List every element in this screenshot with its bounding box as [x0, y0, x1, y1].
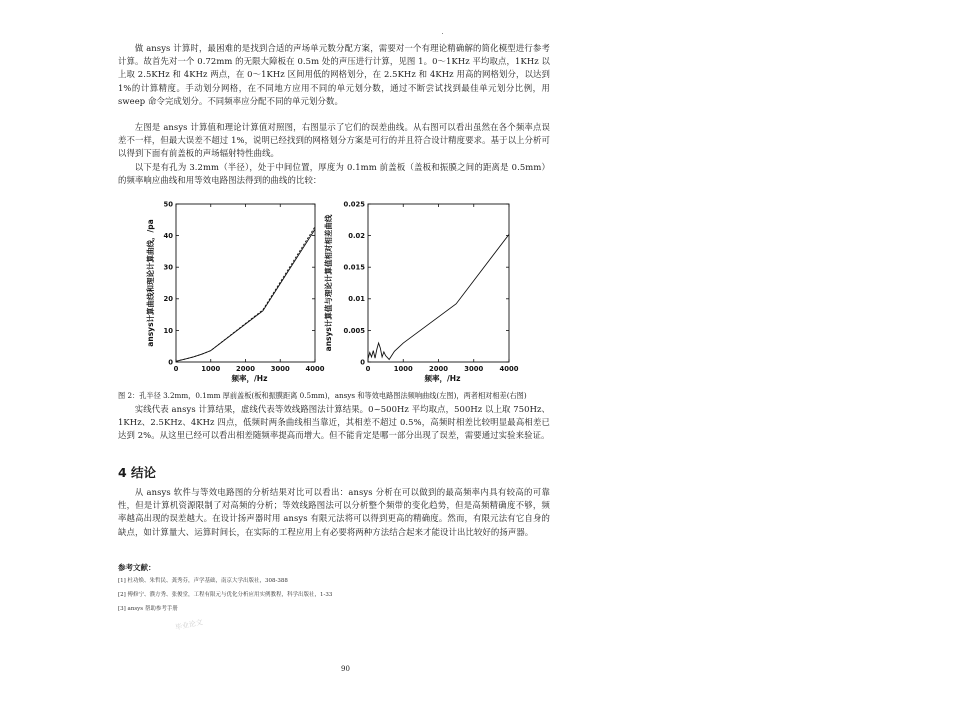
paragraph-5: 从 ansys 软件与等效电路图的分析结果对比可以看出：ansys 分析在可以做到的最高频率内具有较高的可靠性，但是计算机资源限制了对高频的分析；等效线路图法可以分析整个频带的变化趋势，但是高频精确度不够，频率越高出现的误差越大。在设计扬声器时用 ansys 有限元法将可以得到更高的精确度。然而，有限元法有它自身的缺点，如计算量大、运算时间长，在实际的工程应用上有必要将两种方法结合起来才能设计出比较好的扬声器。: [118, 487, 550, 537]
y-axis-label: ansys计算值与理论计算值相对相差曲线: [324, 214, 333, 352]
y-tick-label: 50: [163, 200, 173, 209]
series-line-dashed: [176, 227, 315, 362]
y-tick-label: 0.01: [348, 295, 365, 304]
plot-frame: [176, 204, 315, 362]
x-tick-label: 2000: [429, 365, 448, 373]
x-tick-label: 4000: [305, 365, 325, 373]
y-tick-label: 0: [168, 358, 173, 367]
x-tick-label: 0: [365, 365, 371, 373]
references-title: 参考文献：: [118, 563, 156, 572]
x-tick-label: 0: [173, 365, 179, 373]
scan-speck: [442, 33, 443, 34]
x-tick-label: 1000: [201, 365, 221, 373]
paragraph-1: 做 ansys 计算时，最困难的是找到合适的声场单元数分配方案，需要对一个有理论精确解的简化模型进行参考计算。故首先对一个 0.72mm 的无限大障板在 0.5m 处的声压进行计算，见图 1。0～1KHz 平均取点，1KHz 以上取 2.5KHz 和 4KHz 两点，在 0～1KHz 区间用低的网格划分，在 2.5KHz 和 4KHz 用高的网格划分，以达到 1%的计算精度。手动划分网格，在不同地方应用不同的单元划分数，通过不断尝试找到最佳单元划分比例，用 sweep 命令完成划分。不同频率应分配不同的单元划分数。: [118, 43, 550, 106]
watermark: 毕业论文: [174, 618, 204, 632]
plot-frame: [368, 204, 509, 362]
y-tick-label: 0.02: [348, 232, 365, 240]
reference-1: [1] 杜功焕、朱哲民、龚秀芬，声学基础，南京大学出版社，308-388: [118, 578, 288, 584]
x-tick-label: 2000: [236, 365, 255, 373]
x-axis-label: 频率，/Hz: [424, 374, 461, 383]
paragraph-2: 左图是 ansys 计算值和理论计算值对照图，右图显示了它们的误差曲线。从右图可以看出虽然在各个频率点误差不一样，但最大误差不超过 1%，说明已经找到的网格划分方案是可行的并且符合设计精度要求。基于以上分析可以得到下面有前盖板的声场辐射特性曲线。: [118, 122, 550, 159]
x-tick-label: 1000: [393, 365, 413, 373]
x-tick-label: 4000: [499, 365, 519, 373]
y-tick-label: 40: [163, 232, 173, 240]
chart-left: [118, 196, 330, 392]
x-tick-label: 3000: [270, 365, 290, 373]
paragraph-4: 实线代表 ansys 计算结果，虚线代表等效线路图法计算结果。0~500Hz 平均取点，500Hz 以上取 750Hz、1KHz、2.5KHz、4KHz 四点，低频时两条曲线相当靠近，其相差不超过 0.5%，高频时相差比较明显最高相差已达到 2%。从这里已经可以看出相差随频率提高而增大。但不能肯定是哪一部分出现了误差，需要通过实验来验证。: [118, 404, 550, 441]
reference-3: [3] ansys 帮助参考手册: [118, 606, 178, 612]
reference-2: [2] 傅修宁、濮方秀、张俊堂，工程有限元与优化分析应用实例教程，科学出版社，1-33: [118, 592, 333, 598]
chart-right: [318, 196, 530, 392]
section-heading: 4 结论: [118, 465, 157, 480]
series-line-solid: [176, 229, 315, 361]
y-tick-label: 0.015: [343, 263, 365, 272]
y-tick-label: 10: [163, 326, 173, 335]
y-tick-label: 0.005: [343, 326, 365, 335]
y-tick-label: 20: [163, 295, 173, 304]
y-axis-label: ansys计算曲线和理论计算曲线，/pa: [146, 219, 155, 347]
series-line-solid: [368, 234, 509, 359]
x-axis-label: 频率，/Hz: [231, 374, 268, 383]
y-tick-label: 30: [163, 263, 173, 272]
y-tick-label: 0.025: [343, 200, 365, 209]
figure-caption: 图 2：孔半径 3.2mm，0.1mm 厚前盖板(板和振膜距离 0.5mm)，ansys 和等效电路图法频响曲线(左图)，两者相对相差(右图): [118, 391, 527, 400]
x-tick-label: 3000: [464, 365, 484, 373]
page-number: 90: [341, 665, 350, 673]
paragraph-3: 以下是有孔为 3.2mm（半径），处于中间位置，厚度为 0.1mm 前盖板（盖板和振膜之间的距离是 0.5mm）的频率响应曲线和用等效电路图法得到的曲线的比较：: [118, 162, 550, 186]
y-tick-label: 0: [360, 358, 365, 367]
